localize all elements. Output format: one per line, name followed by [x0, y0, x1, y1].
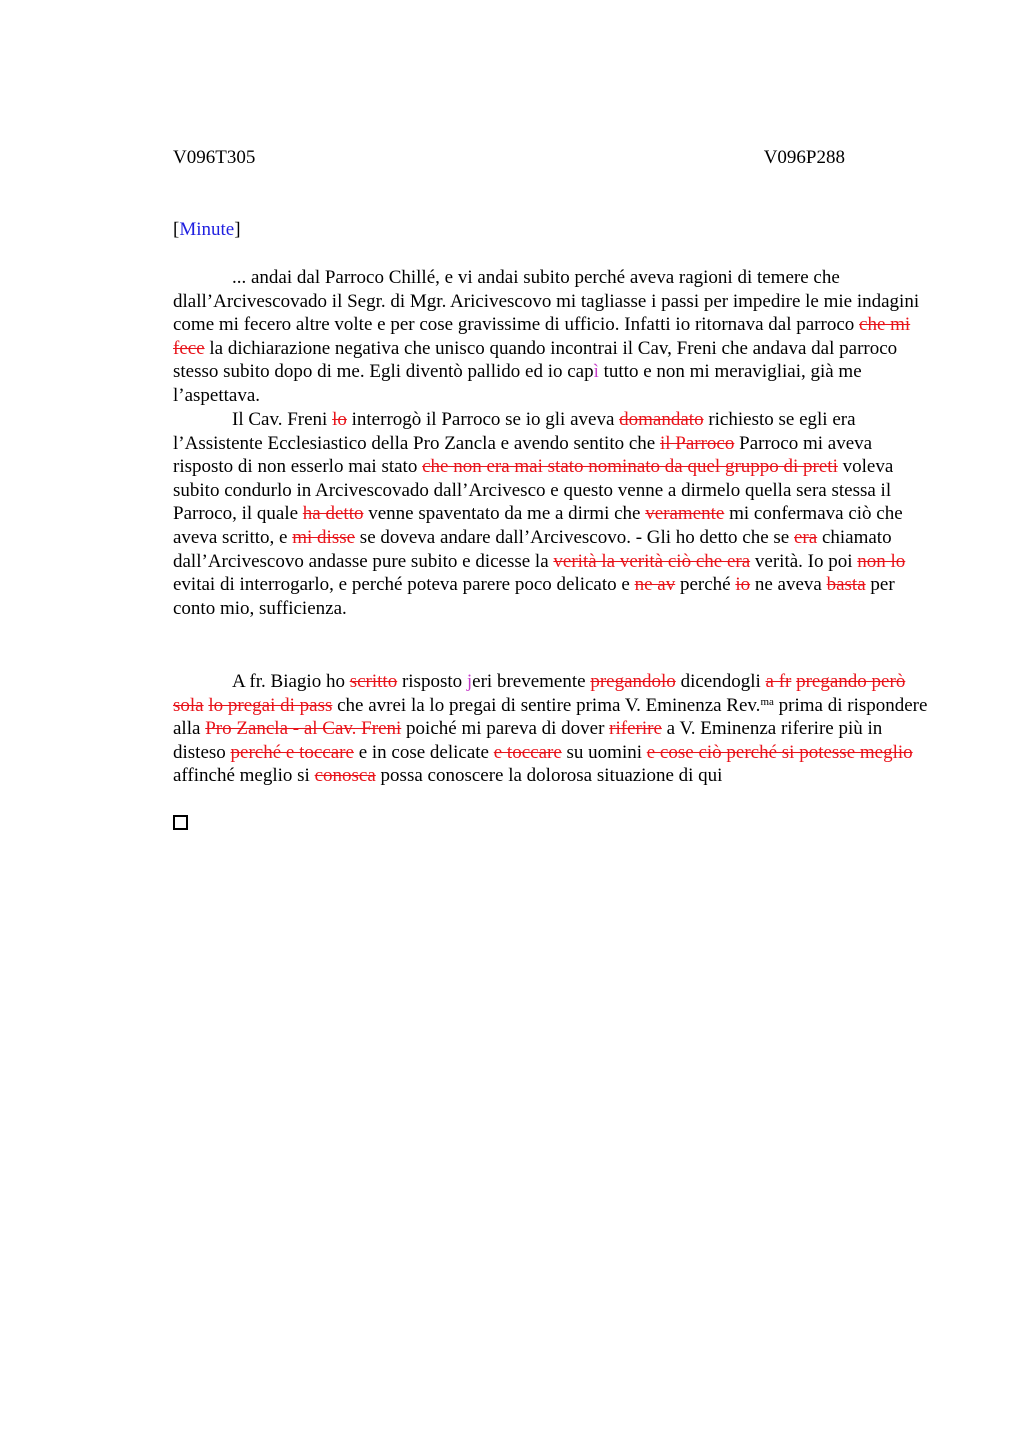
text-segment: mi confermava ciò che aveva scritto, e [173, 503, 903, 548]
text-segment: eri brevemente [472, 671, 591, 692]
deleted-text: pregandolo [590, 671, 676, 692]
deleted-text: e cose ciò perché si potesse meglio [646, 741, 913, 763]
text-segment: per conto mio, sufficienza. [173, 574, 895, 619]
text-segment: se doveva andare dall’Arcivescovo. - Gli ho detto che se [355, 526, 794, 548]
deleted-text: lo [332, 409, 347, 430]
text-segment: prima di rispondere alla [173, 694, 928, 740]
deleted-text: ha detto [302, 503, 364, 525]
paragraph-3 [173, 670, 931, 788]
text-segment: poiché mi pareva di dover [401, 718, 610, 740]
text-segment: verità. Io poi [750, 550, 858, 572]
deleted-text: scritto [349, 671, 398, 692]
text-segment: la dichiarazione negativa che unisco quando incontrai il Cav, Freni che andava dal parroco stesso subito dopo di me. Egli diventò pallido ed io cap [173, 337, 898, 383]
text-segment: voleva subito condurlo in Arcivescovado dall’Arcivesco e questo venne a dirmelo quella sera stessa il Parroco, il quale [173, 456, 894, 525]
deleted-text: lo pregai di pass [208, 694, 333, 716]
text-segment: richiesto se egli era l’Assistente Ecclesiastico della Pro Zancla e avendo sentito che [173, 409, 856, 454]
text-segment: ne aveva [750, 574, 827, 596]
text-segment: possa conoscere la dolorosa situazione di qui [375, 765, 723, 787]
text-segment: perché [675, 574, 736, 596]
page-header [173, 146, 845, 170]
inserted-text: ì [593, 361, 599, 383]
text-segment: che avrei la lo pregai di sentire prima V. Eminenza Rev. [332, 694, 761, 716]
deleted-text: conosca [314, 765, 376, 787]
document-code-right: V096P288 [763, 147, 845, 168]
deleted-text: verità la verità ciò che era [553, 550, 751, 572]
deleted-text: ne av [634, 574, 676, 596]
inserted-text: j [466, 671, 473, 692]
text-segment: tutto e non mi meravigliai, già me l’aspettava. [173, 361, 862, 406]
document-code-left: V096T305 [173, 147, 256, 168]
deleted-text: non lo [857, 550, 906, 572]
superscript-text: ma [760, 695, 774, 708]
section-label [173, 218, 241, 242]
text-segment: chiamato dall’Arcivescovo andasse pure subito e dicesse la [173, 526, 892, 572]
deleted-text: che mi fece [173, 314, 911, 359]
deleted-text: io [735, 574, 751, 596]
section-close-bracket: ] [234, 219, 241, 240]
paragraph-2 [173, 408, 931, 620]
deleted-text: a fr [765, 671, 792, 692]
paragraph-1 [173, 266, 931, 408]
text-segment: risposto [397, 671, 467, 692]
text-segment: dicendogli [675, 671, 766, 692]
deleted-text: che non era mai stato nominato da quel gruppo di preti [422, 456, 838, 478]
text-segment: A fr. Biagio ho [232, 671, 350, 692]
text-segment: ... andai dal Parroco Chillé, e vi andai subito perché aveva ragioni di temere che dlall’Arcivescovado il Segr. di Mgr. Aricivescovo mi tagliasse i passi per impedire le mie indagini come mi fecero altre volte e per cose gravissime di ufficio. Infatti io ritornava dal parroco [173, 267, 920, 336]
deleted-text: perché e toccare [230, 741, 354, 763]
section-label-text: Minute [179, 219, 235, 240]
text-segment: Parroco mi aveva risposto di non esserlo mai stato [173, 432, 873, 478]
deleted-text: riferire [609, 718, 662, 740]
end-of-text-square-icon [173, 815, 188, 830]
deleted-text: domandato [619, 409, 704, 430]
deleted-text: Pro Zancla - al Cav. Freni [205, 718, 402, 740]
deleted-text: veramente [645, 503, 725, 525]
deleted-text: era [794, 526, 818, 548]
text-segment: a V. Eminenza riferire più in disteso [173, 718, 883, 763]
text-segment: venne spaventato da me a dirmi che [363, 503, 646, 525]
text-segment: e in cose delicate [353, 741, 494, 763]
text-segment: interrogò il Parroco se io gli aveva [346, 409, 620, 430]
section-open-bracket: [ [173, 219, 180, 240]
deleted-text: pregando però sola [173, 671, 906, 716]
text-segment: affinché meglio si [173, 765, 315, 787]
deleted-text: il Parroco [659, 432, 735, 454]
deleted-text: mi disse [292, 526, 356, 548]
text-segment: evitai di interrogarlo, e perché poteva parere poco delicato e [173, 574, 635, 596]
deleted-text: e toccare [493, 741, 562, 763]
deleted-text: basta [826, 574, 866, 596]
text-segment: su uomini [561, 741, 647, 763]
text-segment: Il Cav. Freni [232, 409, 333, 430]
